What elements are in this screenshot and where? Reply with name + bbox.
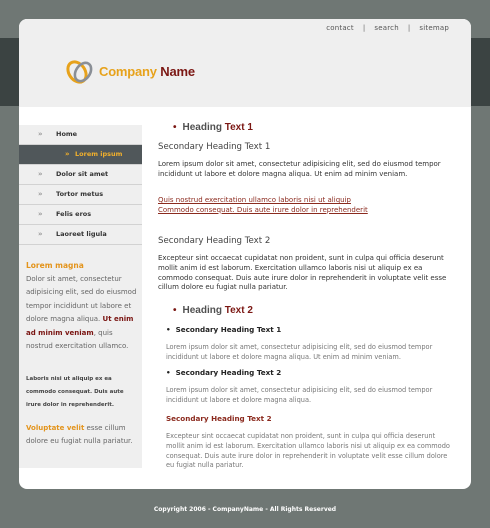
sidebar-item-laoreet-ligula[interactable] xyxy=(19,225,142,245)
separator: | xyxy=(407,24,411,32)
links-block xyxy=(158,196,450,216)
sidebar-nav xyxy=(19,125,142,245)
sidebar-box-voluptate xyxy=(26,422,138,447)
brand-name[interactable] xyxy=(99,64,195,79)
paragraph-5: Excepteur sint occaecat cupidatat non proident, sunt in culpa qui officia deserunt mollit anim id est laborum. Exercitation ullamco laboris nisi ut aliquip ex ea commodo consequat. Duis aute irure dolor in reprehenderit in voluptate velit esse cillum dolore eu fugiat nulla pariatur. xyxy=(166,432,450,470)
sidebar-item-felis-eros[interactable] xyxy=(19,205,142,225)
top-links xyxy=(326,24,449,32)
sub-heading-1 xyxy=(166,325,281,334)
header xyxy=(19,19,471,107)
content-link-1[interactable]: Quis nostrud exercitation ullamco laboris nisi ut aliquip xyxy=(158,196,351,204)
sidebar-box-laboris: Laboris nisi ut aliquip ex ea commodo consequat. Duis aute irure dolor in reprehenderit. xyxy=(26,376,124,408)
sub-heading-2 xyxy=(166,368,281,377)
sub-heading-text: Secondary Heading Text 2 xyxy=(175,368,282,377)
sidebar-item-lorem-ipsum[interactable] xyxy=(19,145,142,165)
sitemap-link[interactable]: sitemap xyxy=(419,24,449,32)
secondary-heading-2: Secondary Heading Text 2 xyxy=(158,236,271,246)
chevron-right-icon: » xyxy=(65,150,70,158)
chevron-right-icon: » xyxy=(38,210,43,218)
bullet-icon: • xyxy=(166,325,171,334)
sidebar-box-lorem-magna xyxy=(26,259,138,354)
bullet-icon: • xyxy=(166,368,171,377)
sidebar-box-text: Dolor sit amet, consectetur adipisicing elit, sed do eiusmod tempor incididunt ut labore et dolore magna aliqua. xyxy=(26,274,137,323)
sidebar-box-title: Lorem magna xyxy=(26,261,84,270)
heading-part1: Heading xyxy=(182,305,222,316)
sidebar-item-label: Felis eros xyxy=(56,210,92,218)
heading-part1: Heading xyxy=(182,122,222,133)
sidebar-item-label: Tortor metus xyxy=(56,190,104,198)
sub-heading-text: Secondary Heading Text 1 xyxy=(175,325,282,334)
sidebar-item-label: Dolor sit amet xyxy=(56,170,109,178)
sidebar-box-bold: Ut enim ad minim veniam xyxy=(26,315,134,337)
separator: | xyxy=(362,24,366,32)
paragraph-2: Excepteur sint occaecat cupidatat non proident, sunt in culpa qui officia deserunt mollit anim id est laborum. Exercitation ullamco laboris nisi ut aliquip ex ea commodo consequat. Duis aute irure dolor in reprehenderit in voluptate velit esse cillum dolore eu fugiat nulla pariatur. xyxy=(158,254,447,292)
company-logo-icon[interactable] xyxy=(65,56,95,86)
page-heading-2 xyxy=(173,305,253,316)
heading-part2: Text 2 xyxy=(224,305,253,316)
secondary-heading-1: Secondary Heading Text 1 xyxy=(158,142,271,152)
footer-copyright: Copyright 2006 - CompanyName - All Rights Reserved xyxy=(153,506,337,513)
chevron-right-icon: » xyxy=(38,190,43,198)
paragraph-3: Lorem ipsum dolor sit amet, consectetur adipisicing elit, sed do eiusmod tempor incididunt ut labore et dolore magna aliqua. Ut enim ad minim veniam. xyxy=(166,343,433,361)
paragraph-1: Lorem ipsum dolor sit amet, consectetur adipisicing elit, sed do eiusmod tempor incididunt ut labore et dolore magna aliqua. Ut enim ad minim veniam. xyxy=(158,160,441,178)
contact-link[interactable]: contact xyxy=(326,24,354,32)
sidebar-item-dolor-sit-amet[interactable] xyxy=(19,165,142,185)
heading-part2: Text 1 xyxy=(224,122,253,133)
sidebar-box-text: esse cillum dolore eu fugiat nulla pariatur. xyxy=(26,424,133,445)
chevron-right-icon: » xyxy=(38,130,43,138)
sidebar-item-label: Laoreet ligula xyxy=(56,230,107,238)
sub-heading-3: Secondary Heading Text 2 xyxy=(166,414,272,423)
page-heading-1 xyxy=(173,122,253,133)
chevron-right-icon: » xyxy=(38,230,43,238)
sidebar-item-home[interactable] xyxy=(19,125,142,145)
brand-part1: Company xyxy=(99,64,157,79)
chevron-right-icon: » xyxy=(38,170,43,178)
sidebar-item-tortor-metus[interactable] xyxy=(19,185,142,205)
brand-part2: Name xyxy=(160,64,195,79)
sidebar-item-label: Lorem ipsum xyxy=(75,150,123,158)
sidebar-item-label: Home xyxy=(56,130,78,138)
bullet-icon: • xyxy=(173,122,177,133)
page-container xyxy=(19,19,471,489)
sidebar-box-text2: , quis nostrud exercitation ullamco. xyxy=(26,328,129,350)
paragraph-4: Lorem ipsum dolor sit amet, consectetur adipisicing elit, sed do eiusmod tempor incididunt ut labore et dolore magna aliqua. xyxy=(166,386,433,404)
content-link-2[interactable]: Commodo consequat. Duis aute irure dolor in reprehenderit xyxy=(158,205,368,214)
sidebar xyxy=(19,125,142,468)
search-link[interactable]: search xyxy=(374,24,399,32)
bullet-icon: • xyxy=(173,305,177,316)
sidebar-box-bold: Voluptate velit xyxy=(26,424,85,432)
